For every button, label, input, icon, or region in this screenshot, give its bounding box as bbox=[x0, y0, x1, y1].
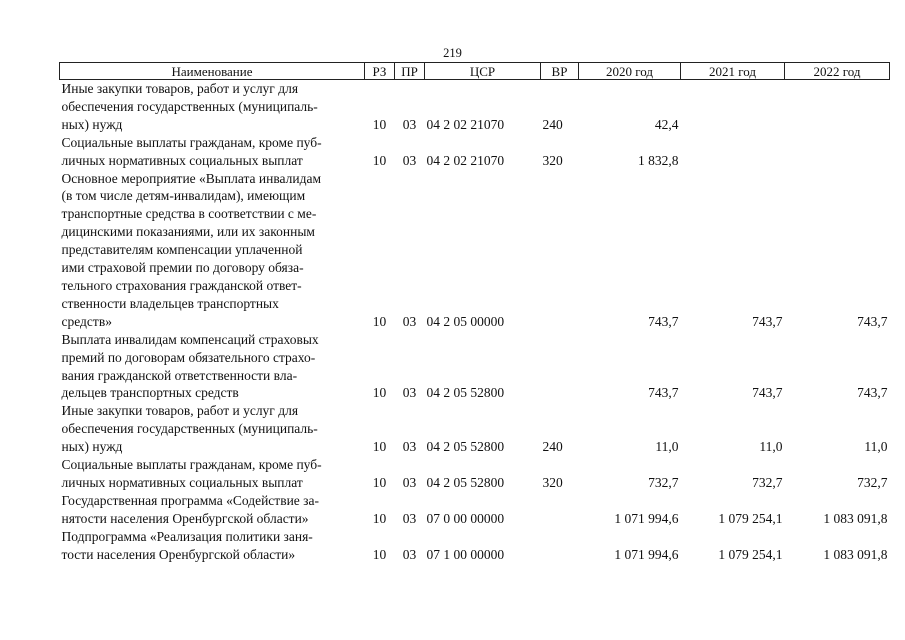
row-pr: 03 bbox=[402, 313, 417, 329]
row-rz: 10 bbox=[372, 474, 387, 490]
row-pr: 03 bbox=[402, 439, 417, 455]
row-name bbox=[60, 492, 365, 528]
page-number: 219 bbox=[443, 46, 462, 60]
row-name bbox=[60, 331, 365, 403]
row-value-2022: 732,7 bbox=[857, 474, 888, 490]
row-csr: 04 2 05 52800 bbox=[426, 385, 505, 401]
row-vr bbox=[541, 492, 579, 528]
row-rz: 10 bbox=[372, 385, 387, 401]
row-pr: 03 bbox=[402, 546, 417, 562]
row-name-line: Социальные выплаты гражданам, кроме пуб- bbox=[61, 134, 322, 150]
row-rz: 10 bbox=[372, 510, 387, 526]
row-vr: 240 bbox=[542, 116, 563, 132]
table-row bbox=[60, 331, 890, 403]
table-row bbox=[60, 134, 890, 170]
header-vr: ВР bbox=[541, 63, 579, 80]
row-name-line: премий по договорам обязательного страхо- bbox=[61, 349, 316, 365]
row-vr bbox=[541, 331, 579, 403]
row-name-line: Иные закупки товаров, работ и услуг для bbox=[61, 81, 299, 96]
row-name-line: ных) нужд bbox=[61, 116, 123, 132]
row-name-line: Иные закупки товаров, работ и услуг для bbox=[61, 403, 299, 419]
row-csr: 04 2 02 21070 bbox=[426, 152, 505, 168]
table-body bbox=[60, 80, 890, 564]
row-vr: 320 bbox=[542, 474, 563, 490]
row-name-line: вания гражданской ответственности вла- bbox=[61, 367, 298, 383]
row-name-line: дицинскими показаниями, или их законным bbox=[61, 224, 315, 240]
row-value-2022: 743,7 bbox=[857, 313, 888, 329]
row-rz: 10 bbox=[372, 116, 387, 132]
row-name-line: представителям компенсации уплаченной bbox=[61, 242, 303, 258]
header-rz: РЗ bbox=[365, 63, 395, 80]
row-value-2021: 743,7 bbox=[752, 385, 783, 401]
header-row bbox=[60, 63, 890, 80]
row-name-line: Основное мероприятие «Выплата инвалидам bbox=[61, 170, 322, 186]
row-name-line: Социальные выплаты гражданам, кроме пуб- bbox=[61, 457, 322, 473]
row-name bbox=[60, 456, 365, 492]
row-value-2022: 743,7 bbox=[857, 385, 888, 401]
table-row bbox=[60, 528, 890, 564]
row-value-2021: 11,0 bbox=[759, 439, 783, 455]
row-value-2021: 1 079 254,1 bbox=[718, 546, 783, 562]
row-value-2020: 732,7 bbox=[648, 474, 679, 490]
row-rz: 10 bbox=[372, 313, 387, 329]
row-name-line: тельного страхования гражданской ответ- bbox=[61, 277, 302, 293]
row-vr: 320 bbox=[542, 152, 563, 168]
row-name-line: Подпрограмма «Реализация политики заня- bbox=[61, 528, 313, 544]
table-row bbox=[60, 492, 890, 528]
row-pr: 03 bbox=[402, 385, 417, 401]
row-vr bbox=[541, 528, 579, 564]
row-name-line: обеспечения государственных (муниципаль- bbox=[61, 98, 318, 114]
row-name-line: транспортные средства в соответствии с ме- bbox=[61, 206, 317, 222]
row-value-2020: 1 071 994,6 bbox=[614, 546, 679, 562]
row-csr: 04 2 05 52800 bbox=[426, 474, 505, 490]
row-name bbox=[60, 134, 365, 170]
row-name bbox=[60, 402, 365, 456]
row-value-2022: 1 083 091,8 bbox=[823, 510, 888, 526]
row-pr: 03 bbox=[402, 152, 417, 168]
row-rz: 10 bbox=[372, 546, 387, 562]
row-pr: 03 bbox=[402, 474, 417, 490]
row-pr: 03 bbox=[402, 510, 417, 526]
row-value-2020: 743,7 bbox=[648, 385, 679, 401]
row-name bbox=[60, 80, 365, 134]
row-pr: 03 bbox=[402, 116, 417, 132]
row-csr: 04 2 05 52800 bbox=[426, 439, 505, 455]
row-vr bbox=[541, 170, 579, 331]
row-value-2020: 1 071 994,6 bbox=[614, 510, 679, 526]
row-name-line: (в том числе детям-инвалидам), имеющим bbox=[61, 188, 306, 204]
row-value-2020: 743,7 bbox=[648, 313, 679, 329]
table-row bbox=[60, 170, 890, 331]
row-name-line: дельцев транспортных средств bbox=[61, 385, 239, 401]
row-rz: 10 bbox=[372, 152, 387, 168]
header-pr: ПР bbox=[395, 63, 425, 80]
budget-table bbox=[59, 62, 890, 563]
row-csr: 07 1 00 00000 bbox=[426, 546, 505, 562]
row-name bbox=[60, 528, 365, 564]
row-name-line: ных) нужд bbox=[61, 439, 123, 455]
header-2021: 2021 год bbox=[681, 63, 785, 80]
row-name-line: личных нормативных социальных выплат bbox=[61, 474, 303, 490]
row-value-2020: 1 832,8 bbox=[638, 152, 679, 168]
row-name-line: обеспечения государственных (муниципаль- bbox=[61, 421, 318, 437]
row-name bbox=[60, 170, 365, 331]
row-value-2021: 1 079 254,1 bbox=[718, 510, 783, 526]
row-value-2020: 42,4 bbox=[654, 116, 679, 132]
row-name-line: тости населения Оренбургской области» bbox=[61, 546, 296, 562]
row-csr: 04 2 05 00000 bbox=[426, 313, 505, 329]
row-name-line: Государственная программа «Содействие за- bbox=[61, 492, 319, 508]
row-vr: 240 bbox=[542, 439, 563, 455]
header-csr: ЦСР bbox=[425, 63, 541, 80]
table-row bbox=[60, 80, 890, 134]
row-name-line: личных нормативных социальных выплат bbox=[61, 152, 303, 168]
row-csr: 04 2 02 21070 bbox=[426, 116, 505, 132]
row-value-2020: 11,0 bbox=[655, 439, 679, 455]
row-name-line: ими страховой премии по договору обяза- bbox=[61, 260, 304, 276]
header-2022: 2022 год bbox=[785, 63, 890, 80]
row-name-line: средств» bbox=[61, 313, 112, 329]
table-row bbox=[60, 456, 890, 492]
row-name-line: нятости населения Оренбургской области» bbox=[61, 510, 309, 526]
row-value-2022: 11,0 bbox=[864, 439, 888, 455]
row-rz: 10 bbox=[372, 439, 387, 455]
row-value-2021: 743,7 bbox=[752, 313, 783, 329]
row-name-line: ственности владельцев транспортных bbox=[61, 295, 279, 311]
row-name-line: Выплата инвалидам компенсаций страховых bbox=[61, 331, 319, 347]
header-2020: 2020 год bbox=[579, 63, 681, 80]
row-value-2022 bbox=[785, 134, 890, 170]
table-row bbox=[60, 402, 890, 456]
row-value-2021 bbox=[681, 80, 785, 134]
row-value-2022 bbox=[785, 80, 890, 134]
row-value-2021: 732,7 bbox=[752, 474, 783, 490]
row-value-2022: 1 083 091,8 bbox=[823, 546, 888, 562]
header-name: Наименование bbox=[60, 63, 365, 80]
row-value-2021 bbox=[681, 134, 785, 170]
row-csr: 07 0 00 00000 bbox=[426, 510, 505, 526]
